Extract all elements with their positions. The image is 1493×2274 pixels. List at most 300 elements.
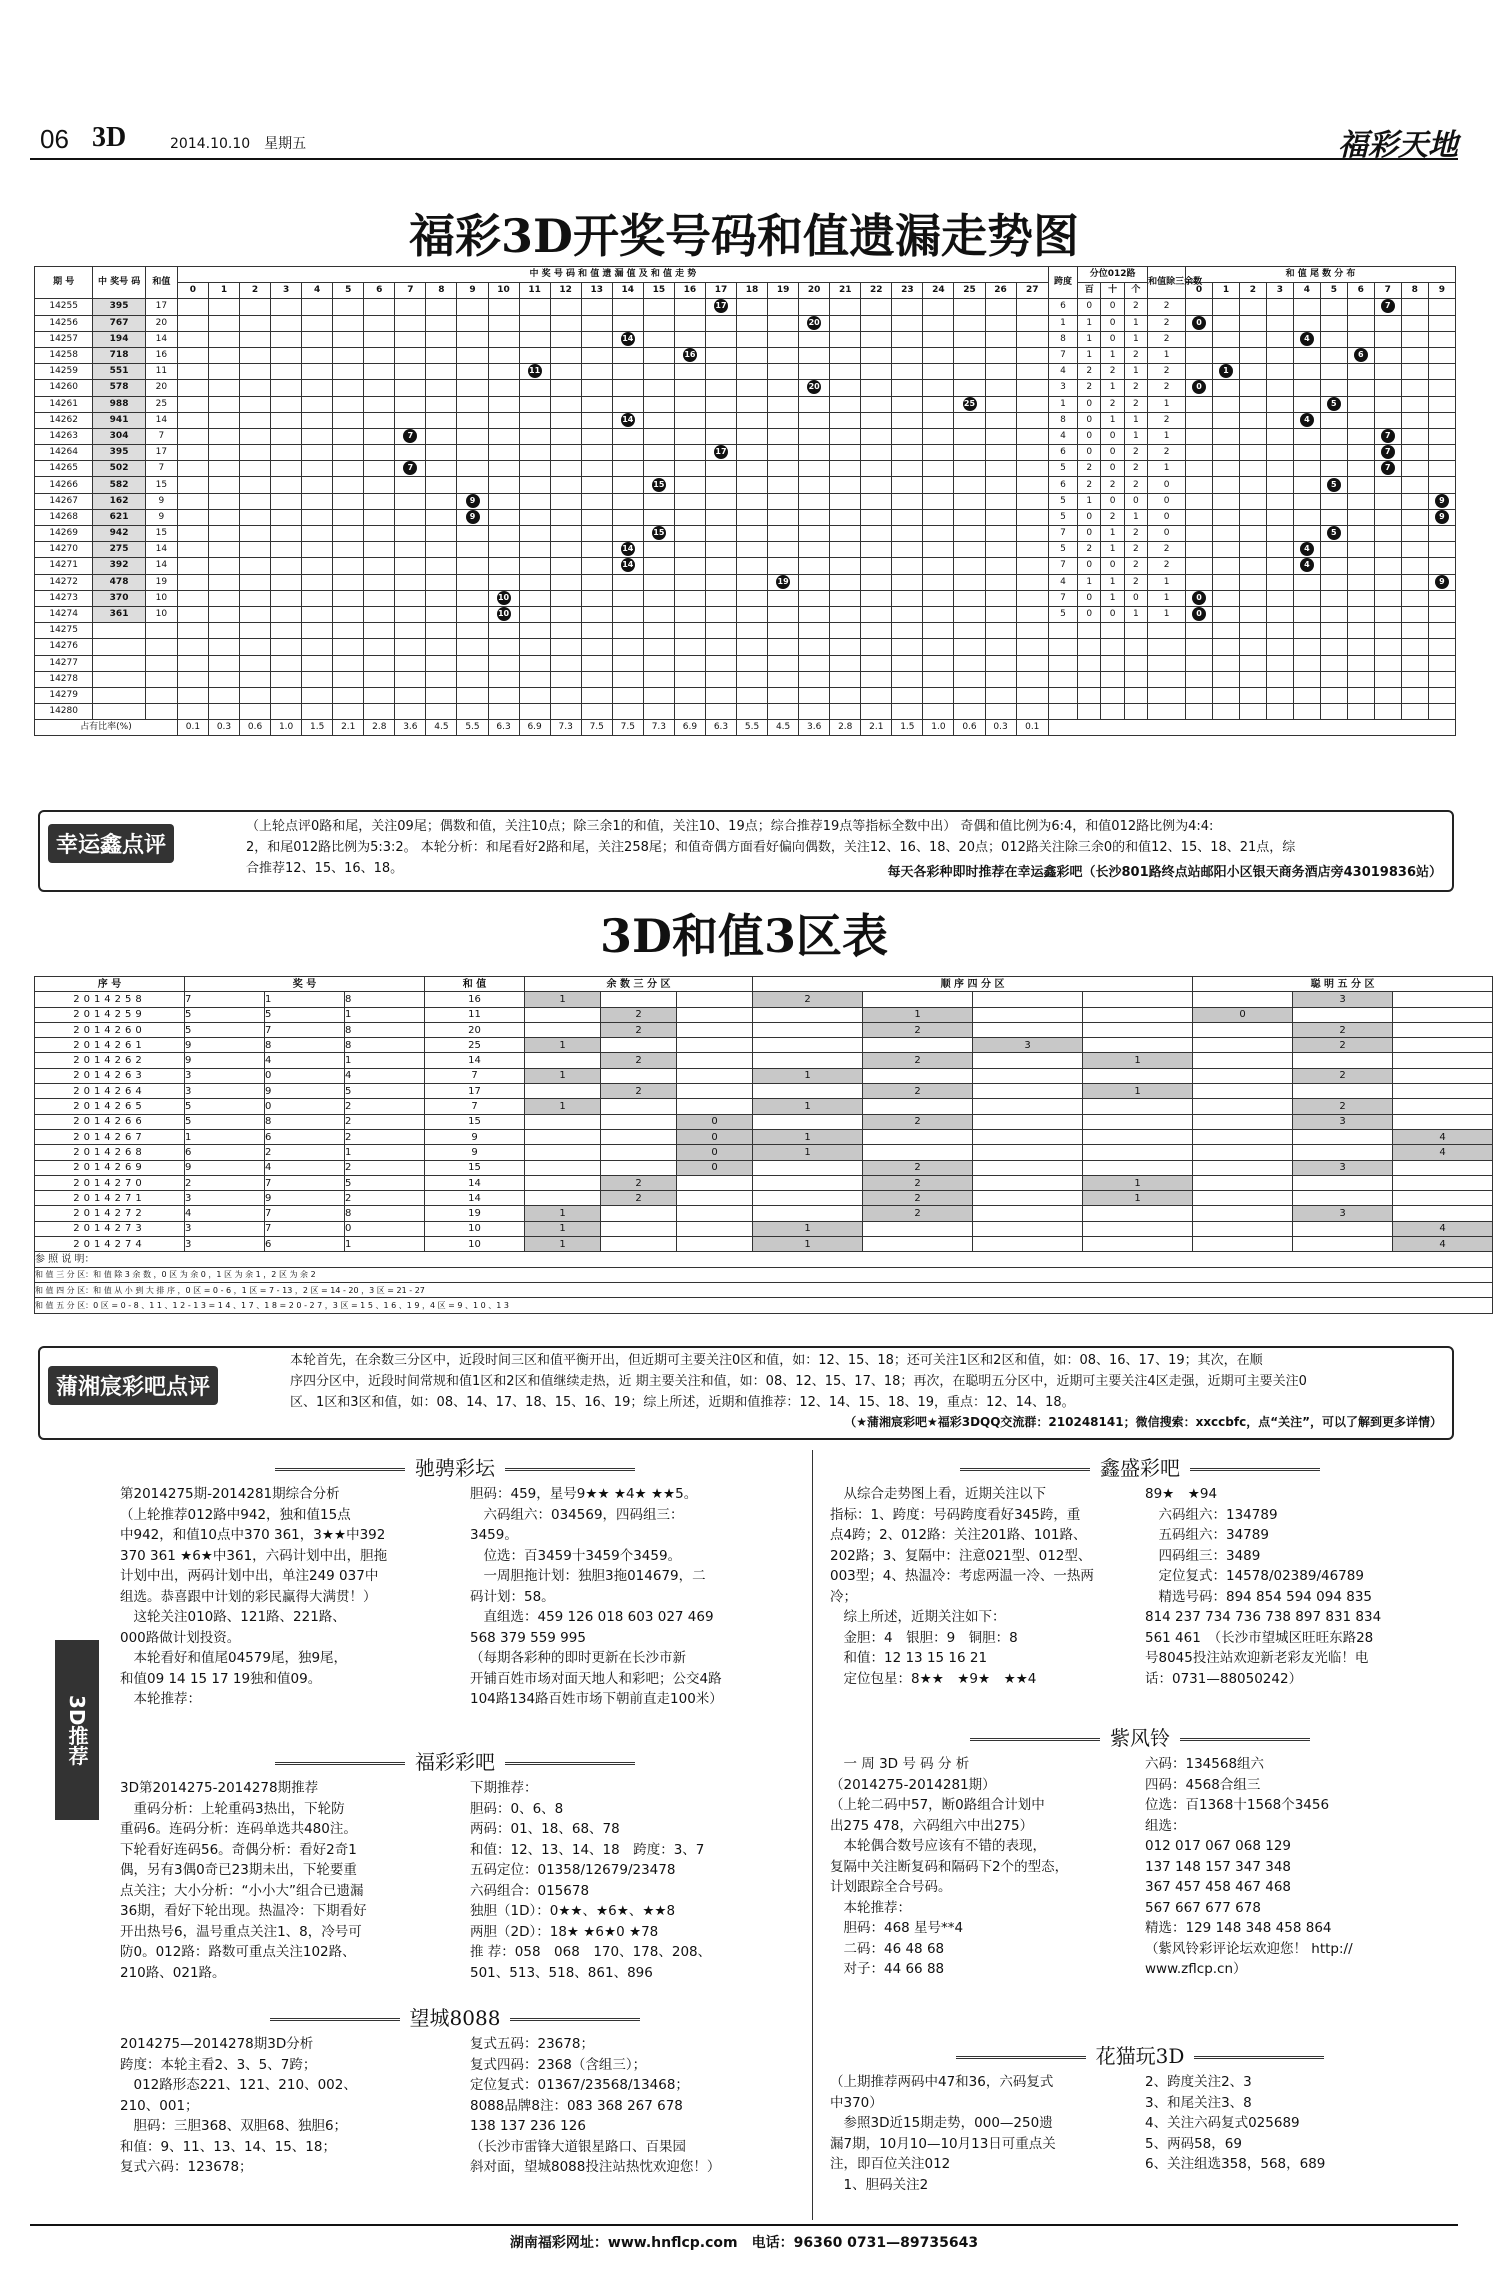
digit-cell: 7 <box>185 992 265 1007</box>
sum-omission-cell <box>799 687 830 703</box>
sum-omission-cell <box>1016 542 1048 558</box>
period-cell: 14276 <box>35 639 93 655</box>
sum-omission-cell <box>1016 606 1048 622</box>
sum-omission-cell <box>674 671 705 687</box>
column-line: 推 荐：058 068 170、178、208、 <box>470 1944 712 1960</box>
period-cell: 14269 <box>35 526 93 542</box>
ratio-cell: 2.8 <box>364 720 395 736</box>
sum-omission-cell <box>768 493 799 509</box>
span-cell <box>1048 687 1077 703</box>
digit-cell: 8 <box>345 1206 425 1221</box>
sum-omission-cell <box>985 428 1016 444</box>
sum-omission-cell <box>519 590 550 606</box>
sum-omission-cell <box>457 639 488 655</box>
column-line: 五码组六：34789 <box>1145 1527 1269 1543</box>
sum-cell: 14 <box>145 331 177 347</box>
zone-cell: 4 <box>1393 1129 1493 1144</box>
tail-cell <box>1347 704 1374 720</box>
ratio-row <box>35 720 1456 736</box>
mod3-cell: 2 <box>1148 331 1186 347</box>
column-text <box>830 1754 1140 1980</box>
tail-ball: 4 <box>1300 542 1314 556</box>
tail-cell <box>1186 671 1213 687</box>
period-cell: 14274 <box>35 606 93 622</box>
ratio-cell: 7.5 <box>581 720 612 736</box>
tail-cell <box>1401 542 1428 558</box>
header-main: 中 奖 号 码 和 值 遗 漏 值 及 和 值 走 势 <box>177 267 1048 283</box>
draw-cell <box>93 704 146 720</box>
route-cell: 0 <box>1101 331 1124 347</box>
sum-cell: 16 <box>145 347 177 363</box>
sum-omission-cell <box>581 558 612 574</box>
sum-omission-cell <box>985 687 1016 703</box>
table-row <box>35 590 1456 606</box>
route-cell: 0 <box>1078 590 1101 606</box>
tail-cell <box>1239 526 1266 542</box>
route-cell: 2 <box>1124 396 1147 412</box>
sum-omission-cell <box>457 493 488 509</box>
sum-omission-cell <box>581 428 612 444</box>
tail-axis-label: 2 <box>1239 283 1266 299</box>
tail-cell <box>1186 445 1213 461</box>
column-line: 1、胆码关注2 <box>830 2176 929 2193</box>
sum-axis-label: 3 <box>271 283 302 299</box>
tail-cell <box>1212 380 1239 396</box>
sum-omission-cell <box>581 590 612 606</box>
digit-cell: 6 <box>265 1237 345 1252</box>
tail-cell <box>1266 655 1293 671</box>
tail-cell <box>1266 493 1293 509</box>
sum-omission-cell <box>488 331 519 347</box>
tail-ball: 4 <box>1300 413 1314 427</box>
sum-omission-cell <box>737 623 768 639</box>
digit-cell: 9 <box>185 1038 265 1053</box>
sum-omission-cell <box>550 364 581 380</box>
header-tail: 和 值 尾 数 分 布 <box>1186 267 1456 283</box>
sum-omission-cell <box>954 493 985 509</box>
tail-cell <box>1374 461 1401 477</box>
column-line: 定位包星：8★★ ★9★ ★★4 <box>830 1670 1037 1687</box>
zone-cell: 2 <box>601 1084 677 1099</box>
sum-omission-cell <box>488 558 519 574</box>
sum-omission-cell <box>674 590 705 606</box>
column-line: 重码6。连码分析：连码单选共480注。 <box>120 1821 357 1837</box>
sum-omission-cell <box>1016 671 1048 687</box>
sum-omission-cell <box>302 347 333 363</box>
tail-cell <box>1293 347 1320 363</box>
sum-omission-cell <box>488 574 519 590</box>
tail-cell <box>1374 655 1401 671</box>
column-line: 位选：百3459十3459个3459。 <box>470 1547 682 1564</box>
column-line: 下轮看好连码56。奇偶分析：看好2奇1 <box>120 1841 357 1858</box>
tail-cell <box>1347 558 1374 574</box>
sum-omission-cell <box>177 299 208 315</box>
route-cell: 0 <box>1078 606 1101 622</box>
zone-cell <box>1193 1084 1293 1099</box>
sum-omission-cell <box>954 590 985 606</box>
sum-cell: 7 <box>145 461 177 477</box>
route-cell <box>1078 671 1101 687</box>
span-cell: 7 <box>1048 558 1077 574</box>
sum-omission-cell <box>737 477 768 493</box>
tail-cell <box>1266 331 1293 347</box>
digit-cell: 7 <box>265 1175 345 1190</box>
zone-cell <box>601 1038 677 1053</box>
sum-cell: 10 <box>145 606 177 622</box>
tail-cell <box>1293 623 1320 639</box>
sum-omission-cell <box>488 606 519 622</box>
sum-omission-cell <box>426 509 457 525</box>
sum-omission-cell <box>302 315 333 331</box>
sum-omission-cell <box>240 606 271 622</box>
column-line: 210、001； <box>120 2097 199 2114</box>
sum-omission-cell <box>830 331 861 347</box>
sum-omission-cell <box>923 542 954 558</box>
zone-cell: 2 <box>863 1022 973 1037</box>
sum-omission-cell <box>240 509 271 525</box>
tail-cell <box>1401 558 1428 574</box>
sum-omission-cell <box>954 428 985 444</box>
sum-omission-cell <box>581 347 612 363</box>
route-cell: 0 <box>1101 445 1124 461</box>
sum-omission-cell <box>177 445 208 461</box>
digit-cell: 2 <box>265 1145 345 1160</box>
mod3-cell: 1 <box>1148 590 1186 606</box>
sum-omission-cell <box>799 509 830 525</box>
sum-omission-cell <box>954 364 985 380</box>
tail-cell <box>1320 493 1347 509</box>
sum-omission-cell <box>240 623 271 639</box>
zone-cell: 2 <box>1293 1099 1393 1114</box>
ratio-cell: 1.0 <box>923 720 954 736</box>
sum-omission-cell <box>457 590 488 606</box>
column-line: 重码分析：上轮重码3热出，下轮防 <box>120 1800 345 1817</box>
sum-ball: 14 <box>621 332 635 346</box>
zone-cell <box>1083 1221 1193 1236</box>
sum-omission-cell <box>737 509 768 525</box>
tail-cell <box>1428 299 1455 315</box>
column-line: 复式六码：123678； <box>120 2159 253 2175</box>
sum-omission-cell <box>612 704 643 720</box>
tail-ball: 5 <box>1327 397 1341 411</box>
sum-omission-cell <box>892 509 923 525</box>
sum-omission-cell <box>830 445 861 461</box>
zone-cell: 1 <box>753 1145 863 1160</box>
zone-cell <box>973 1221 1083 1236</box>
tail-cell <box>1320 704 1347 720</box>
digit-cell: 2 <box>345 1114 425 1129</box>
sum-cell: 20 <box>145 380 177 396</box>
draw-cell <box>93 655 146 671</box>
draw-cell <box>93 687 146 703</box>
span-cell: 7 <box>1048 526 1077 542</box>
draw-cell <box>93 639 146 655</box>
sum-omission-cell <box>519 671 550 687</box>
sum-omission-cell <box>799 461 830 477</box>
sum-omission-cell <box>271 574 302 590</box>
zone-cell <box>1393 1206 1493 1221</box>
sum-omission-cell <box>799 428 830 444</box>
zone-cell <box>677 1206 753 1221</box>
tail-cell <box>1347 315 1374 331</box>
sum-cell: 14 <box>425 1191 525 1206</box>
sum-omission-cell <box>550 331 581 347</box>
column-line: 4、关注六码复式025689 <box>1145 2115 1300 2131</box>
table-row <box>35 299 1456 315</box>
sum-omission-cell <box>830 671 861 687</box>
digit-cell: 7 <box>265 1022 345 1037</box>
sum-omission-cell <box>985 509 1016 525</box>
column-line: （长沙市雷锋大道银星路口、百果园 <box>470 2138 686 2155</box>
sum-omission-cell <box>674 493 705 509</box>
sum-omission-cell <box>581 396 612 412</box>
route-cell <box>1078 687 1101 703</box>
table-row <box>35 509 1456 525</box>
digit-cell: 5 <box>185 1114 265 1129</box>
tail-cell <box>1212 704 1239 720</box>
tail-cell <box>1186 558 1213 574</box>
sum-omission-cell <box>333 639 364 655</box>
tail-cell <box>1320 347 1347 363</box>
sum-omission-cell <box>861 461 892 477</box>
sum-cell: 15 <box>425 1114 525 1129</box>
zone-cell <box>1293 1221 1393 1236</box>
zone-cell <box>973 1160 1083 1175</box>
sum-cell: 7 <box>425 1099 525 1114</box>
sum-omission-cell <box>240 671 271 687</box>
sum-omission-cell <box>705 639 736 655</box>
sum-omission-cell <box>768 347 799 363</box>
tail-cell <box>1293 461 1320 477</box>
sum-omission-cell <box>426 315 457 331</box>
comment-box-1 <box>38 810 1454 892</box>
zone-cell <box>1193 1191 1293 1206</box>
column-line: 本轮推荐： <box>830 1899 911 1916</box>
table-row <box>35 606 1456 622</box>
sum-omission-cell <box>1016 493 1048 509</box>
table-row <box>35 461 1456 477</box>
period-cell: 14256 <box>35 315 93 331</box>
sum-omission-cell <box>333 655 364 671</box>
sum-omission-cell <box>364 687 395 703</box>
tail-cell <box>1374 493 1401 509</box>
sum-omission-cell <box>799 704 830 720</box>
column-heading: 驰骋彩坛 <box>110 1452 800 1481</box>
sum-omission-cell <box>674 606 705 622</box>
sum-omission-cell <box>923 299 954 315</box>
period-cell: 2014267 <box>35 1129 185 1144</box>
legend-row <box>35 1298 1493 1313</box>
sum-omission-cell <box>1016 380 1048 396</box>
zone-cell <box>753 1053 863 1068</box>
sum-omission-cell <box>208 380 239 396</box>
span-cell: 4 <box>1048 428 1077 444</box>
tail-cell <box>1428 493 1455 509</box>
zone-cell <box>753 1038 863 1053</box>
sum-omission-cell <box>768 477 799 493</box>
sum-omission-cell <box>830 461 861 477</box>
sum-omission-cell <box>550 590 581 606</box>
sum-omission-cell <box>395 590 426 606</box>
column-line: 和值09 14 15 17 19独和值09。 <box>120 1670 322 1687</box>
tail-ball: 7 <box>1381 461 1395 475</box>
mod3-cell: 1 <box>1148 461 1186 477</box>
tail-axis-label: 8 <box>1401 283 1428 299</box>
tail-cell <box>1266 315 1293 331</box>
sum-omission-cell <box>923 639 954 655</box>
sum-ball: 19 <box>776 575 790 589</box>
tail-ball: 1 <box>1219 364 1233 378</box>
tail-cell <box>1266 380 1293 396</box>
sum-omission-cell <box>240 331 271 347</box>
span-cell: 1 <box>1048 315 1077 331</box>
sum-omission-cell <box>923 331 954 347</box>
sum-omission-cell <box>395 542 426 558</box>
column-line: 精选号码：894 854 594 094 835 <box>1145 1588 1373 1605</box>
tail-cell <box>1320 574 1347 590</box>
comment-badge: 幸运鑫点评 <box>48 824 174 863</box>
zone-cell <box>973 1206 1083 1221</box>
tail-ball: 0 <box>1192 380 1206 394</box>
sum-omission-cell <box>333 315 364 331</box>
sum-omission-cell <box>674 704 705 720</box>
tail-cell <box>1374 590 1401 606</box>
sum-ball: 16 <box>683 348 697 362</box>
sum-omission-cell <box>674 364 705 380</box>
sum-omission-cell <box>674 526 705 542</box>
tail-ball: 9 <box>1435 510 1449 524</box>
sum-omission-cell <box>892 347 923 363</box>
sum-omission-cell <box>457 687 488 703</box>
sum-omission-cell <box>768 299 799 315</box>
tail-cell <box>1239 623 1266 639</box>
zone-cell <box>973 1099 1083 1114</box>
sum-ball: 9 <box>466 494 480 508</box>
zone-cell <box>863 1068 973 1083</box>
zone-cell <box>863 1038 973 1053</box>
sum-omission-cell <box>395 623 426 639</box>
tail-cell <box>1401 671 1428 687</box>
sum-axis-label: 4 <box>302 283 333 299</box>
sum-omission-cell <box>985 331 1016 347</box>
route-axis-label: 百 <box>1078 283 1101 299</box>
sum-omission-cell <box>892 639 923 655</box>
sum-omission-cell <box>705 412 736 428</box>
sum-omission-cell <box>923 558 954 574</box>
zone-cell <box>1393 992 1493 1007</box>
sum-omission-cell <box>923 445 954 461</box>
sum-omission-cell <box>861 315 892 331</box>
column-line: 胆码：459，星号9★★ ★4★ ★★5。 <box>470 1486 698 1502</box>
digit-cell: 5 <box>185 1007 265 1022</box>
period-cell: 14263 <box>35 428 93 444</box>
sum-omission-cell <box>457 704 488 720</box>
sum-omission-cell <box>271 542 302 558</box>
draw-cell: 988 <box>93 396 146 412</box>
sum-omission-cell <box>643 493 674 509</box>
tail-cell <box>1401 493 1428 509</box>
sum-cell: 14 <box>145 542 177 558</box>
sum-omission-cell <box>581 299 612 315</box>
sum-omission-cell <box>208 687 239 703</box>
ratio-cell: 2.1 <box>333 720 364 736</box>
sum-omission-cell <box>177 380 208 396</box>
sum-omission-cell <box>985 655 1016 671</box>
sum-omission-cell <box>799 396 830 412</box>
sum-omission-cell <box>302 331 333 347</box>
tail-cell <box>1293 558 1320 574</box>
sum-omission-cell <box>519 655 550 671</box>
digit-cell: 2 <box>345 1099 425 1114</box>
sum-omission-cell <box>705 428 736 444</box>
draw-cell: 304 <box>93 428 146 444</box>
span-cell: 7 <box>1048 590 1077 606</box>
sum-omission-cell <box>271 509 302 525</box>
tail-cell <box>1212 428 1239 444</box>
mod3-cell <box>1148 704 1186 720</box>
sum-omission-cell <box>581 606 612 622</box>
sum-cell: 25 <box>425 1038 525 1053</box>
sum-omission-cell <box>705 380 736 396</box>
period-cell: 14262 <box>35 412 93 428</box>
sum-omission-cell <box>892 315 923 331</box>
sum-cell: 15 <box>425 1160 525 1175</box>
sum-omission-cell <box>954 558 985 574</box>
zone-cell <box>525 1114 601 1129</box>
period-cell: 14279 <box>35 687 93 703</box>
sum-omission-cell <box>302 704 333 720</box>
draw-cell: 162 <box>93 493 146 509</box>
sum-omission-cell <box>643 509 674 525</box>
sum-omission-cell <box>985 623 1016 639</box>
sum-omission-cell <box>333 606 364 622</box>
sum-cell: 11 <box>145 364 177 380</box>
sum-omission-cell <box>830 428 861 444</box>
tail-cell <box>1374 445 1401 461</box>
sum-omission-cell <box>985 606 1016 622</box>
sum-omission-cell <box>302 461 333 477</box>
tail-cell <box>1401 574 1428 590</box>
sum-omission-cell <box>923 590 954 606</box>
sum-omission-cell <box>488 623 519 639</box>
column-line: 一 周 3D 号 码 分 析 <box>830 1756 970 1772</box>
tail-cell <box>1186 590 1213 606</box>
sum-omission-cell <box>271 445 302 461</box>
header-span: 跨度 <box>1048 267 1077 299</box>
sum-cell: 9 <box>425 1129 525 1144</box>
digit-cell: 3 <box>185 1068 265 1083</box>
sum-ball: 15 <box>652 526 666 540</box>
table-row <box>35 1068 1493 1083</box>
zone-cell: 0 <box>677 1114 753 1129</box>
route-cell: 0 <box>1078 526 1101 542</box>
mod3-cell: 2 <box>1148 380 1186 396</box>
sum-omission-cell <box>705 655 736 671</box>
sum-omission-cell <box>705 574 736 590</box>
sum-omission-cell <box>830 380 861 396</box>
sum-omission-cell <box>705 461 736 477</box>
zone-cell <box>1293 1145 1393 1160</box>
column-line: 二码：46 48 68 <box>830 1940 945 1957</box>
sum-omission-cell <box>302 396 333 412</box>
sum-omission-cell <box>333 347 364 363</box>
tail-cell <box>1401 623 1428 639</box>
column-line: 防0。012路：路数可重点关注102路、 <box>120 1944 356 1960</box>
column-text <box>830 2072 1140 2195</box>
zone-cell <box>1193 1206 1293 1221</box>
route-cell: 1 <box>1124 509 1147 525</box>
zone-cell: 1 <box>525 1206 601 1221</box>
